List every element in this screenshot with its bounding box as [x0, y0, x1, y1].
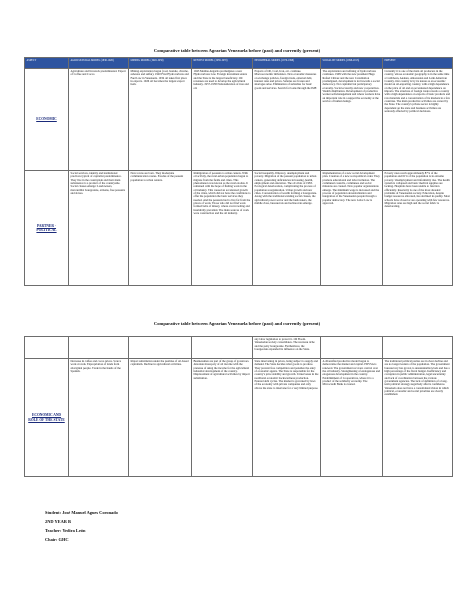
header-cell: RENTIST MODEL (1958-1970) — [192, 58, 253, 69]
table-cell: Businessmen are part of the group of governors. Absolute monopoly of oil income with the pretense of using the income for the agricultural industrial development of the country. Displacement of agricultural activities by import substitution. — [192, 359, 253, 477]
row-heading: ECONOMIC — [25, 69, 69, 171]
header-cell: SOCIALIST MODEL (1998-2013) — [321, 58, 383, 69]
table-cell: Currently it is one of the main oil producers in the country, whose economic geography is in the same time a Caribbean, Andean, Amazonian and Latin American Country. Our country is by its nature as an economic model an oil-exporting country, with a high dependence on the price of oil and an accentuated dependence on imports. The structure of foreign trade reveals a country with a high dependence on exports of basic products and raw materials and a concentration of its markets in a few countries. The main productive activities are owned by the State. The country's private sector is highly dependent on the state and business activities are seriously affected by political decisions. — [383, 69, 453, 171]
table-cell — [321, 337, 383, 359]
comparative-table-2 — [24, 336, 453, 477]
table-cell: Immigration of peasants to urban centers. With oil activity, the rural-urban population began to migrate from the fields and cities. This phenomenon was known as the rural exodus. It remained with the hope of finding work in the oil industry. This caused an accelerated growth of the cities, which did not have the conditions to offer the population the basic services they needed. And the peasants had to live far from the places of work. Those who did not find work formed belts of misery, where overcrowding and insalubrity prevailed. The main sources of work were construction and the oil industry. — [192, 171, 253, 286]
table-cell — [69, 337, 129, 359]
student-name: Student: José Manuel Agues Coronado — [45, 510, 118, 515]
table-cell: New towns are born. They modernize communication routes. Exodus of the peasant population to urban centers. — [129, 171, 192, 286]
row-heading: ECONOMIC AND ROLE OF THE STATE — [25, 359, 69, 477]
table-cell: A diversified productive model began to democratize the market and capital. PDVSA is renewed. The government recovers control over the oil industry. Strengthening of endogenous and exogenous development in the country. Establishment of Cooperatives, where it is a product of the solidarity economy. The Microcredit Bank is created. — [321, 359, 383, 477]
table-cell: Social inequality. Illiteracy, unemployment and poverty. Migration of the peasant population to urban centers, generating deficiencies in housing, health, employment and education. The oil crisis of 1983. Ecological deterioration, complicating the process of population reorganization. Urban growth and new cities. Concentration of wealth forming a bourgeoisie. Along with the traditional existing social classes, the agricultural power sector and the landowners, the middle class, bureaucrats and technocrats emerge. — [253, 171, 321, 286]
table-row — [25, 337, 453, 359]
table-cell: Social services, identity and institutional practices typical of capitalist predominance. They live in the countryside and their main subsistence is a product of the countryside. Social classes emerge: Landowners, mercantilist bourgeoisie, artisans, free peasants and slaves. — [69, 171, 129, 286]
table-cell: Mining exploitation began (coal, bauxite, chrome, asbestos and sulfur). 1920 First Hydrocarbons and Fuel Law in Venezuela. 1934 oil takes first place in exports. 1926 oil becomes the largest export item. — [129, 69, 192, 171]
year-label: 2ND YEAR B — [45, 519, 71, 524]
header-cell: PRESENT — [383, 58, 453, 69]
table-row — [25, 171, 453, 286]
teacher-name: Teacher: Yedira León — [45, 528, 86, 533]
table-cell: Poverty rates reach approximately 87% of the population and 61% of the population is in extreme poverty. Unemployment and informality rise. The health system is collapsed and basic medical supplies are lacking. Hospitals have been unable to function efficiently. Insecurity is one of the most dreaded problems of Venezuelan society. Education, despite budget resources allocated, has declined in quality. Most schools have closed or are operating with few resources. Migration rates are high and the social fabric is deteriorating. — [383, 171, 453, 286]
table-cell: Decrease in coffee and cocoa prices. Scarce work crowds. Expropriation of lands from aboriginal people. Trade in the hands of the Spanish. — [69, 359, 129, 477]
table-cell: State intervening in prices, being subject to supply and demand. The State decides what goods to produce. They prevent free competition and penalize the entry of economic agents. The State is responsible for the country's price stability and growth. It intervenes in the neoliberal economic backwardness production. Entered debt cycles. The market is governed by laws of the economy with private companies and only allows the state to intervene for a very limited purpose. — [253, 359, 321, 477]
table-cell — [129, 337, 192, 359]
table-cell — [25, 337, 69, 359]
table-cell — [192, 337, 253, 359]
table-cell: any labor legislation to protect it. Oil Boom. Venezuelan society consolidates. The nouveau riche and the petty bourgeoisie. Furthermore, the bourgeoisie expanded its influence on the State. — [253, 337, 321, 359]
row-heading: PARTNER - POLITICAL — [25, 171, 69, 286]
table-cell: Implementation of a new social development plan. Creation of a new sociopolitical order. They promote educational and labor inclusion. The communal councils, communes and social missions are created. New popular organizations emerge. The minimum wage is increased and the process of population decentralization and integration of the Venezuelan people through a popular democracy. The new Labor Law is approved. — [321, 171, 383, 286]
page-title-1: Comparative table between Agrarian Venezuela before (past) and currently (present) — [153, 48, 321, 53]
chair-label: Chair: GHC — [45, 537, 69, 542]
table-cell: Import substitution under the premise of oil-based capitalism. Decline in agricultural activities. — [129, 359, 192, 477]
page-title-2: Comparative table between Agrarian Venezuela before (past) and currently (present) — [153, 321, 321, 326]
table-cell — [383, 337, 453, 359]
table-cell: The traditional political parties are in clear decline and are no longer leaders of the population. The government bureaucracy has grown to unsustainable levels and has a high percentage of the fiscal budget. Inefficiency and corruption in public administration, legal uncertainty and lack of coordination between the various government agencies. The lack of definition of a long-term political strategy negatively affects confidence. Venezuela does not have a consolidated vision in which political, economic and social priorities are clearly established. — [383, 359, 453, 477]
header-cell: MINING MODEL (1920-1958) — [129, 58, 192, 69]
table-row — [25, 359, 453, 477]
table-cell: The exploitation and refining of hydrocarbons continues. 1999 with the new president Hugo Rafael Chávez and the new Constitution promulgated, development is led towards a social democracy. Not capitalist but participatory economy. Social economy and new cooperatives. Wealth distribution. Development of productive worker self-management and where workers have an important role in a supportive economy at the service of human beings. — [321, 69, 383, 171]
header-cell: AGRICULTURAL MODEL (1830-1920) — [69, 58, 129, 69]
table-row — [25, 69, 453, 171]
table-cell: 1943 Medina Angarita promulgates a new Hydrocarbons Law. Foreign investment enters and the State is the largest beneficiary. Oil revenues are used to develop the agricultural industry. 1957-1958 Nationalization of iron and oil. — [192, 69, 253, 171]
header-cell: NEOLIBERAL MODEL (1970-1998) — [253, 58, 321, 69]
table-cell: Agriculture and livestock predominated. Export of Coffee and Cocoa — [69, 69, 129, 171]
header-cell: ASPECT — [25, 58, 69, 69]
comparative-table-1 — [24, 57, 453, 286]
table-cell: Exports of Oil, Coal, Iron, etc. continue. Macroeconomic imbalance. New economic measures on exchange policies, foreign trade, external debt, interest rates and prices. Salaries are frozen and shortages arise. Elimination of subsidies for basic goods and services. Search for loans through the IMF. — [253, 69, 321, 171]
table-header-row — [25, 58, 453, 69]
